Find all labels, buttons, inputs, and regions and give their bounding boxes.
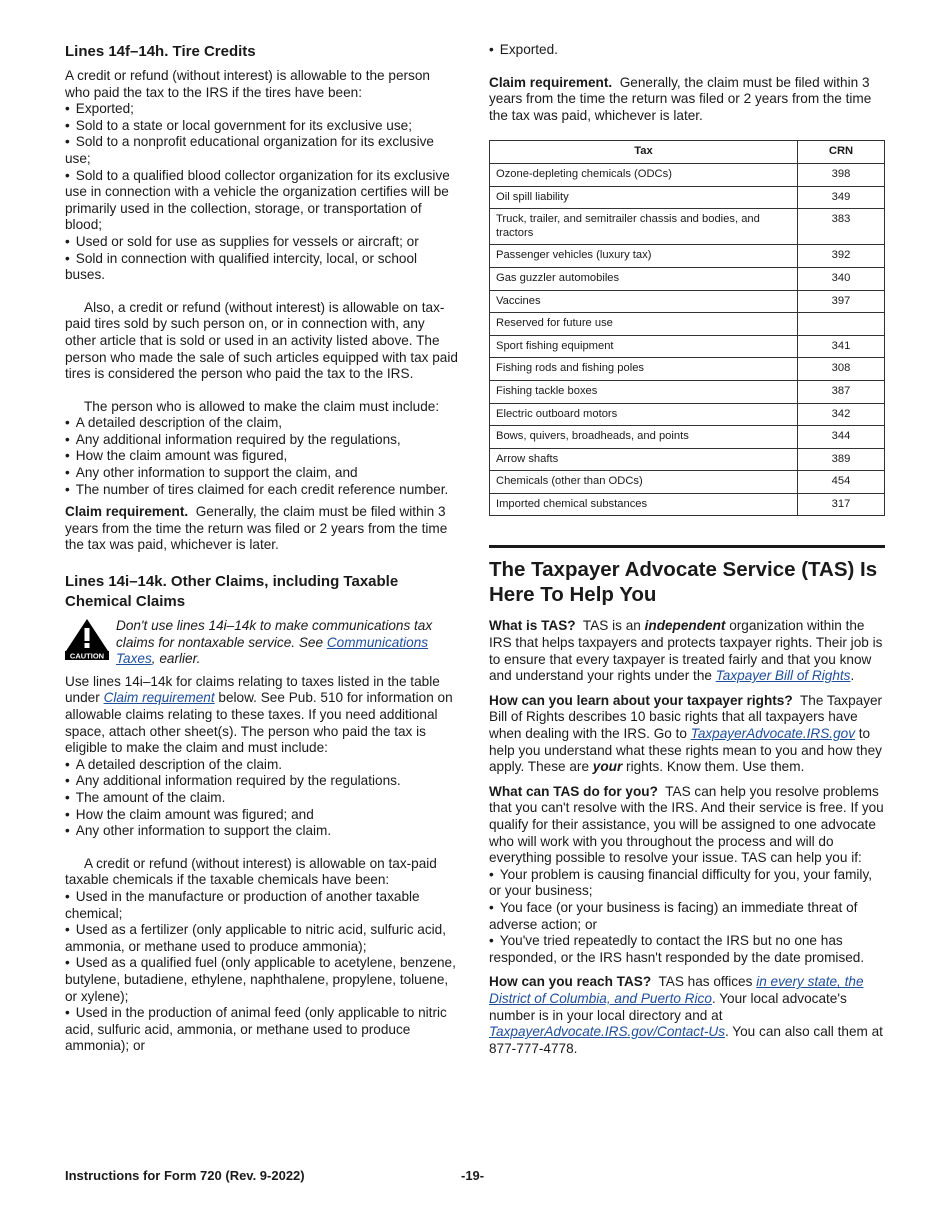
caution-label: CAUTION	[69, 651, 105, 661]
list-item: • The amount of the claim.	[65, 790, 458, 807]
table-row	[490, 313, 885, 336]
table-row	[490, 245, 885, 268]
crn-table-body	[490, 163, 885, 516]
reach-text-pre: TAS has offices	[658, 974, 753, 990]
tire-credits-intro: A credit or refund (without interest) is allowable to the person who paid the tax to the IRS if the tires have been:	[65, 68, 430, 100]
table-row	[490, 471, 885, 494]
contact-us-link[interactable]: TaxpayerAdvocate.IRS.gov/Contact-Us	[489, 1024, 725, 1040]
claim-requirement-label: Claim requirement.	[65, 504, 189, 520]
use-text-post: below. See Pub. 510 for information on allowable claims relating to these taxes. If you need additional space, attach other sheet(s). The person who paid the tax is eligible to make the claim and must include:	[65, 690, 453, 756]
what-can-tas-do-question: What can TAS do for you?	[489, 783, 658, 799]
list-item: • A detailed description of the claim,	[65, 415, 458, 432]
caution-box	[65, 618, 458, 668]
caution-text-pre: Don't use lines 14i–14k to make communications tax claims for nontaxable service. See	[116, 618, 433, 650]
crn-table	[489, 140, 885, 516]
list-item: • Sold to a state or local government for its exclusive use;	[65, 118, 458, 135]
crn-cell: 454	[798, 471, 885, 494]
crn-cell: 342	[798, 403, 885, 426]
learn-text-pre: The Taxpayer Bill of Rights describes 10 basic rights that all taxpayers have when dealing with the IRS. Go to	[489, 692, 883, 742]
tire-claim-requirement	[65, 504, 458, 554]
what-is-tas-question: What is TAS?	[489, 618, 576, 634]
list-item: • Used as a qualified fuel (only applicable to acetylene, benzene, butylene, butadiene, ethylene, naphthalene, propylene, toluene, or xylene);	[65, 955, 458, 1005]
list-item: • Used as a fertilizer (only applicable to nitric acid, sulfuric acid, ammonia, or methane used to produce ammonia);	[65, 922, 458, 955]
claim-requirement-text: Generally, the claim must be filed within 3 years from the time the return was filed or 2 years from the time the tax was paid, whichever is later.	[489, 74, 872, 123]
use-text-pre: Use lines 14i–14k for claims relating to taxes listed in the table under	[65, 673, 440, 706]
tire-credits-list	[65, 101, 458, 284]
list-item: • You face (or your business is facing) an immediate threat of adverse action; or	[489, 900, 885, 933]
tax-cell: Passenger vehicles (luxury tax)	[490, 245, 798, 268]
table-row	[490, 426, 885, 449]
left-column	[65, 42, 458, 1055]
learn-rights-question: How can you learn about your taxpayer rights?	[489, 692, 793, 708]
table-row	[490, 380, 885, 403]
what-can-tas-do-text: TAS can help you resolve problems that you can't resolve with the IRS. And their service is free. If you qualify for their assistance, you will be assigned to one advocate who will work with you throughout the process and will do everything possible to resolve your issue. TAS can help you if:	[489, 783, 884, 866]
tax-cell: Imported chemical substances	[490, 493, 798, 516]
your-emphasis: your	[592, 759, 623, 775]
tax-cell: Vaccines	[490, 290, 798, 313]
tax-cell: Chemicals (other than ODCs)	[490, 471, 798, 494]
crn-cell: 383	[798, 209, 885, 245]
form-title: Instructions for Form 720 (Rev. 9-2022)	[65, 1168, 305, 1183]
list-item: • Your problem is causing financial difficulty for you, your family, or your business;	[489, 867, 885, 900]
list-item: • The number of tires claimed for each credit reference number.	[65, 482, 458, 499]
reach-tas-question: How can you reach TAS?	[489, 974, 652, 990]
list-item: • Any other information to support the claim, and	[65, 465, 458, 482]
list-item: • How the claim amount was figured,	[65, 448, 458, 465]
taxpayer-advocate-link[interactable]: TaxpayerAdvocate.IRS.gov	[690, 726, 855, 742]
tax-cell: Electric outboard motors	[490, 403, 798, 426]
tax-cell: Arrow shafts	[490, 448, 798, 471]
list-item: • Any additional information required by the regulations.	[65, 773, 458, 790]
crn-cell: 340	[798, 267, 885, 290]
right-column	[489, 42, 885, 1057]
list-item: • You've tried repeatedly to contact the IRS but no one has responded, or the IRS hasn't responded by the date promised.	[489, 933, 885, 966]
offices-link[interactable]: in every state, the District of Columbia, and Puerto Rico	[489, 974, 864, 1006]
column-header-tax: Tax	[490, 141, 798, 164]
crn-cell	[798, 313, 885, 336]
list-item: • Exported;	[65, 101, 458, 118]
tas-section	[489, 545, 885, 1057]
reach-tas	[489, 974, 885, 1057]
column-header-crn: CRN	[798, 141, 885, 164]
what-is-text-post: organization within the IRS that helps taxpayers and protects taxpayer rights. Their job is to ensure that every taxpayer is treated fairly and that you know and understand your rights under the	[489, 618, 883, 684]
tax-cell: Bows, quivers, broadheads, and points	[490, 426, 798, 449]
what-is-end: .	[850, 668, 855, 684]
learn-text-post: rights. Know them. Use them.	[626, 759, 805, 775]
list-item: • Any other information to support the claim.	[65, 823, 458, 840]
crn-cell: 389	[798, 448, 885, 471]
list-item: • Exported.	[489, 42, 885, 59]
crn-cell: 392	[798, 245, 885, 268]
crn-cell: 308	[798, 358, 885, 381]
list-item: • Any additional information required by the regulations,	[65, 432, 458, 449]
claim-requirement-link[interactable]: Claim requirement	[103, 690, 215, 706]
list-item: • A detailed description of the claim.	[65, 757, 458, 774]
table-row	[490, 358, 885, 381]
reach-text-mid: . Your local advocate's number is in your local directory and at	[489, 990, 847, 1023]
crn-cell: 397	[798, 290, 885, 313]
tire-credits-also: Also, a credit or refund (without interest) is allowable on tax-paid tires sold by such person on, or in connection with, any other article that is sold or used in an activity listed above. The person who made the sale of such articles equipped with tax paid tires is considered the person who paid the tax to the IRS.	[65, 299, 458, 382]
reach-text-post: . You can also call them at 877-777-4778.	[489, 1024, 883, 1056]
table-row	[490, 448, 885, 471]
communications-taxes-link[interactable]: Communications Taxes	[116, 634, 429, 667]
what-is-tas	[489, 618, 885, 684]
list-item: • Used in the production of animal feed (only applicable to nitric acid, sulfuric acid, ammonia, or methane used to produce ammonia); or	[65, 1005, 458, 1055]
list-item: • Used in the manufacture or production of another taxable chemical;	[65, 889, 458, 922]
crn-cell: 398	[798, 163, 885, 186]
what-can-tas-do	[489, 784, 885, 867]
chemicals-intro: A credit or refund (without interest) is allowable on tax-paid taxable chemicals if the taxable chemicals have been:	[65, 855, 437, 888]
table-header-row	[490, 141, 885, 164]
table-row	[490, 335, 885, 358]
independent-emphasis: independent	[644, 618, 726, 634]
claim-requirement-label: Claim requirement.	[489, 74, 613, 90]
list-item: • Sold to a nonprofit educational organization for its exclusive use;	[65, 134, 458, 167]
crn-cell: 349	[798, 186, 885, 209]
what-is-text-pre: TAS is an	[582, 618, 641, 634]
other-claims-use	[65, 674, 458, 757]
learn-text-mid: to help you understand what these rights mean to you and how they apply. These are	[489, 726, 882, 775]
crn-cell: 317	[798, 493, 885, 516]
learn-rights	[489, 693, 885, 776]
table-row	[490, 403, 885, 426]
tire-include-list	[65, 415, 458, 498]
list-item: • How the claim amount was figured; and	[65, 807, 458, 824]
taxpayer-bill-of-rights-link[interactable]: Taxpayer Bill of Rights	[715, 668, 851, 684]
table-row	[490, 163, 885, 186]
caution-text	[116, 618, 458, 668]
right-claim-requirement	[489, 75, 885, 125]
other-claims-include-list	[65, 757, 458, 840]
claim-requirement-text: Generally, the claim must be filed within 3 years from the time the return was filed or 2 years from the time the tax was paid, whichever is later.	[65, 504, 448, 553]
tax-cell: Fishing tackle boxes	[490, 380, 798, 403]
list-item: • Sold to a qualified blood collector organization for its exclusive use in connection with a vehicle the organization certifies will be primarily used in the collection, storage, or transportation of blood;	[65, 168, 458, 234]
page-number: -19-	[461, 1168, 485, 1183]
crn-cell: 341	[798, 335, 885, 358]
tas-title: The Taxpayer Advocate Service (TAS) Is Here To Help You	[489, 558, 878, 607]
tax-cell: Gas guzzler automobiles	[490, 267, 798, 290]
table-row	[490, 493, 885, 516]
caution-text-post: , earlier.	[151, 651, 201, 667]
tax-cell: Ozone-depleting chemicals (ODCs)	[490, 163, 798, 186]
table-row	[490, 186, 885, 209]
table-row	[490, 209, 885, 245]
tas-help-list	[489, 867, 885, 967]
list-item: • Used or sold for use as supplies for vessels or aircraft; or	[65, 234, 458, 251]
chemicals-list	[65, 889, 458, 1055]
table-row	[490, 267, 885, 290]
tire-credits-person: The person who is allowed to make the claim must include:	[84, 398, 440, 414]
tax-cell: Reserved for future use	[490, 313, 798, 336]
tax-cell: Oil spill liability	[490, 186, 798, 209]
caution-icon	[65, 618, 109, 660]
tire-credits-heading: Lines 14f–14h. Tire Credits	[65, 43, 256, 60]
crn-cell: 344	[798, 426, 885, 449]
page-footer	[65, 1168, 885, 1185]
tax-cell: Fishing rods and fishing poles	[490, 358, 798, 381]
table-row	[490, 290, 885, 313]
tax-cell: Sport fishing equipment	[490, 335, 798, 358]
other-claims-heading: Lines 14i–14k. Other Claims, including Taxable Chemical Claims	[65, 573, 399, 611]
crn-cell: 387	[798, 380, 885, 403]
list-item: • Sold in connection with qualified intercity, local, or school buses.	[65, 251, 458, 284]
tax-cell: Truck, trailer, and semitrailer chassis and bodies, and tractors	[490, 209, 798, 245]
